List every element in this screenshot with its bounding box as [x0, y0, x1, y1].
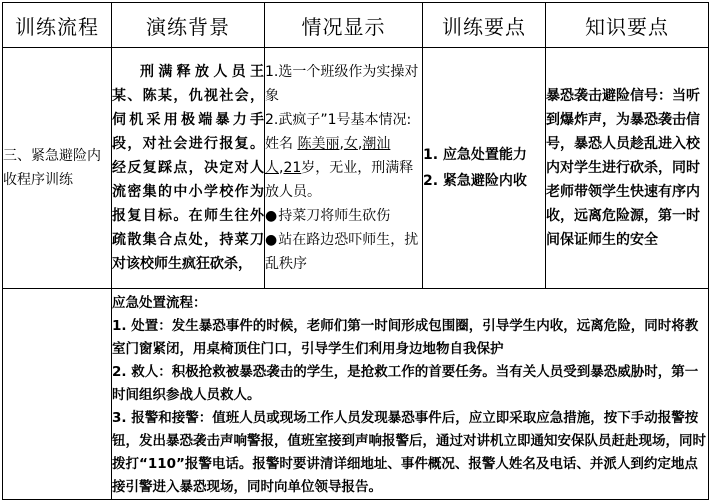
- header-background: 演练背景: [112, 3, 265, 48]
- procedure-blank-cell: [3, 289, 112, 500]
- situation-item-2-lead: 2.武疯子”1号基本情况:姓名: [265, 112, 412, 152]
- content-row: [3, 48, 709, 289]
- situation-item-1: 1.选一个班级作为实操对象: [265, 64, 419, 104]
- drill-table: [2, 2, 709, 500]
- header-row: [3, 3, 709, 48]
- procedure-step-3: 3. 报警和接警：值班人员或现场工作人员发现暴恐事件后，应立即采取应急措施，按下手动报警按钮，发出暴恐袭击声响警报，值班室接到声响报警后，通过对讲机立即通知安保队员赶赴现场，同时拨打“110”报警电话。报警时要讲清详细地址、事件概况、报警人姓名及电话、并派人到约定地点接引警进入暴恐现场，同时向单位领导报告。: [112, 410, 706, 495]
- separator: ,: [357, 136, 363, 152]
- header-flow: 训练流程: [3, 3, 112, 48]
- situation-bullet-1: ● 持菜刀将师生砍伤: [265, 204, 422, 228]
- suspect-age: 21: [283, 160, 302, 176]
- knowledge-cell: 暴恐袭击避险信号：当听到爆炸声，为暴恐袭击信号，暴恐人员趁乱进入校内对学生进行砍杀，同时老师带领学生快速有序内收，远离危险源，第一时间保证师生的安全: [546, 48, 709, 289]
- separator: ,: [279, 160, 284, 176]
- suspect-gender: 女: [343, 136, 358, 152]
- procedure-title: 应急处置流程：: [112, 295, 207, 311]
- situation-cell: [265, 48, 423, 289]
- header-situation: 情况显示: [265, 3, 423, 48]
- procedure-step-2: 2. 救人：积极抢救被暴恐袭击的学生，是抢救工作的首要任务。当有关人员受到暴恐威胁时，第一时间组织参战人员救人。: [112, 364, 699, 403]
- situation-item-2-tail: 岁，无业，刑满释放人员。: [265, 160, 414, 200]
- point-2: 2. 紧急避险内收: [423, 173, 527, 189]
- procedure-step-1: 1. 处置：发生暴恐事件的时候，老师们第一时间形成包围圈，引导学生内收，远离危险，同时将教室门窗紧闭，用桌椅顶住门口，引导学生们利用身边地物自我保护: [112, 318, 699, 357]
- header-knowledge: 知识要点: [546, 3, 709, 48]
- header-points: 训练要点: [423, 3, 546, 48]
- point-1: 1. 应急处置能力: [423, 147, 527, 163]
- points-cell: [423, 48, 546, 289]
- procedure-row: [3, 289, 709, 500]
- background-text: 刑满释放人员王某、陈某，仇视社会，伺机采用极端暴力手段，对社会进行报复。经反复踩点，决定对人流密集的中小学校作为报复目标。在师生往外疏散集合点处，持菜刀对该校师生疯狂砍杀，: [112, 64, 264, 272]
- suspect-name: 陈美丽: [297, 136, 340, 152]
- suspect-origin: 潮汕人: [265, 136, 391, 176]
- background-cell: [112, 48, 265, 289]
- separator: ,: [339, 136, 344, 152]
- flow-cell: 三、紧急避险内收程序训练: [3, 48, 112, 289]
- situation-bullet-2: ● 站在路边恐吓师生，扰乱秩序: [265, 228, 422, 276]
- situation-item-2: [265, 108, 422, 204]
- procedure-cell: [112, 289, 709, 500]
